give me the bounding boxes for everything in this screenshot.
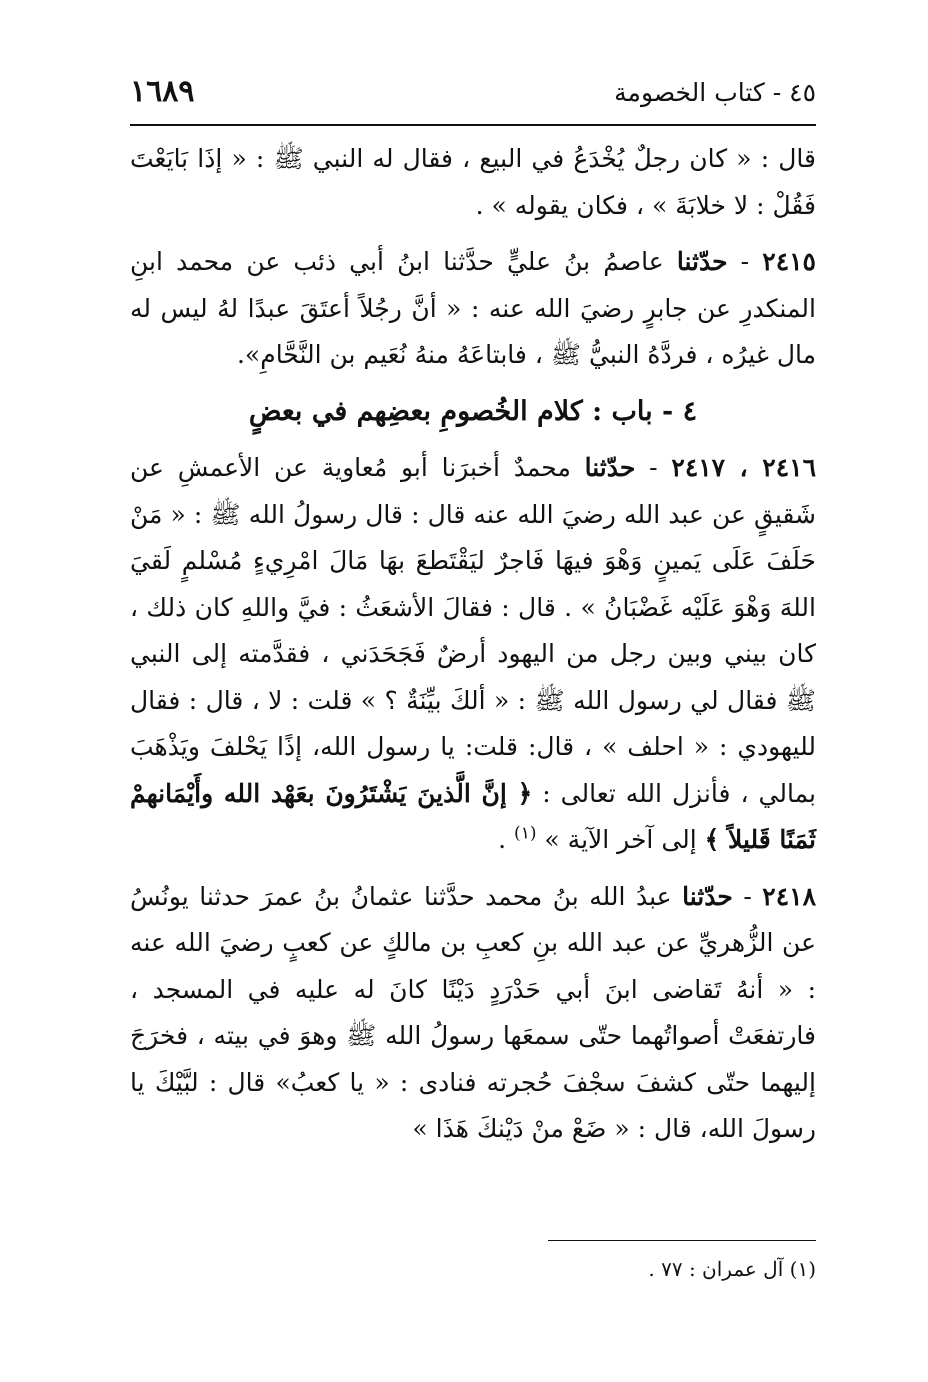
chapter-title: ٤٥ - كتاب الخصومة [614, 78, 816, 107]
hadith-2418: ٢٤١٨ - حدّثنا عبدُ الله بنُ محمد حدَّثنا عثمانُ بنُ عمرَ حدثنا يونُسُ عن الزُّهريِّ عن عبد الله بنِ كعبِ بن مالكٍ عن كعبٍ رضيَ الله عنه : « أنهُ تَقاضى ابنَ أبي حَدْرَدٍ دَيْنًا كانَ له عليه في المسجد ، فارتفعَتْ أصواتُهما حتّى سمعَها رسولُ الله ﷺ وهوَ في بيته ، فخرَجَ إليهما حتّى كشفَ سجْفَ حُجرته فنادى : « يا كعبُ» قال : لبَّيْكَ يا رسولَ الله، قال : « ضَعْ منْ دَيْنكَ هَذَا » [130, 881, 816, 1143]
haddathana-word: حدّثنا [682, 881, 733, 911]
haddathana-word: حدّثنا [584, 453, 636, 482]
sentence-end: . [498, 825, 507, 854]
quran-verse: ﴿ إنَّ الَّذينَ يَشْتَرُونَ بعَهْد الله وأَيْمَانهمْ ثَمَنًا قَليلاً ﴾ [130, 778, 816, 854]
hadith-number: ٢٤١٨ [762, 881, 816, 911]
page-header [130, 74, 816, 118]
hadith-2416-2417: ٢٤١٦ ، ٢٤١٧ - حدّثنا محمدٌ أخبرَنا أبو مُعاوية عن الأعمشِ عن شَقيقٍ عن عبد الله رضيَ الله عنه قال : قال رسولُ الله ﷺ : « مَنْ حَلَفَ عَلَى يَمينٍ وَهْوَ فيهَا فَاجرٌ ليَقْتَطعَ بهَا مَالَ امْرِيءٍ مُسْلمٍ لَقيَ اللهَ وَهْوَ عَلَيْه غَضْبَانُ » . قال : فقالَ الأشعَثُ : فيَّ واللهِ كان ذلك ، كان بيني وبين رجل من اليهود أرضٌ فَجَحَدَني ، فقدَّمته إلى النبي ﷺ فقال لي رسول الله ﷺ : « ألكَ بيِّنَةٌ ؟ » قلت : لا ، قال : فقال لليهودي : « احلف » ، قال: قلت: يا رسول الله، إذًا يَحْلفَ ويَذْهَبَ بمالي ، فأنزل الله تعالى : ﴿ إنَّ الَّذينَ يَشْتَرُونَ بعَهْد الله وأَيْمَانهمْ ثَمَنًا قَليلاً ﴾ إلى آخر الآية » $^{(١)}$ . [130, 453, 816, 854]
page-number: ١٦٨٩ [130, 74, 195, 109]
hadith-text: محمدٌ أخبرَنا أبو مُعاوية عن الأعمشِ عن شَقيقٍ عن عبد الله رضيَ الله عنه قال : قال رسولُ الله ﷺ : « مَنْ حَلَفَ عَلَى يَمينٍ وَهْوَ فيهَا فَاجرٌ ليَقْتَطعَ بهَا مَالَ امْرِيءٍ مُسْلمٍ لَقيَ اللهَ وَهْوَ عَلَيْه غَضْبَانُ » . قال : فقالَ الأشعَثُ : فيَّ واللهِ كان ذلك ، كان بيني وبين رجل من اليهود أرضٌ فَجَحَدَني ، فقدَّمته إلى النبي ﷺ فقال لي رسول الله ﷺ : « ألكَ بيِّنَةٌ ؟ » قلت : لا ، قال : فقال لليهودي : « احلف » ، قال: قلت: يا رسول الله، إذًا يَحْلفَ ويَذْهَبَ بمالي ، فأنزل الله تعالى : [130, 453, 816, 808]
page-body [130, 136, 816, 1236]
hadith-2415: ٢٤١٥ - حدّثنا عاصمُ بنُ عليٍّ حدَّثنا ابنُ أبي ذئب عن محمد ابنِ المنكدرِ عن جابرٍ رضيَ الله عنه : « أنَّ رجُلاً أعتَقَ عبدًا لهُ ليس له مال غيرُه ، فردَّهُ النبيُّ ﷺ ، فابتاعَهُ منهُ نُعَيم بن النَّحَّامِ». [130, 247, 816, 369]
intro-paragraph: قال : « كان رجلٌ يُخْدَعُ في البيع ، فقال له النبي ﷺ : « إذَا بَايَعْتَ فَقُلْ : لا خلابَةَ » ، فكان يقوله » . [130, 144, 816, 220]
footnote: (١) آل عمران : ٧٧ . [648, 1257, 816, 1281]
footnote-reference[interactable]: (١) [514, 823, 537, 844]
hadith-number: ٢٤١٦ ، ٢٤١٧ [671, 453, 816, 482]
footnote-rule [548, 1240, 816, 1241]
chapter-heading: ٤ - باب : كلام الخُصومِ بعضِهم في بعضٍ [248, 395, 698, 427]
hadith-number: ٢٤١٥ [762, 247, 816, 276]
hadith-text: عبدُ الله بنُ محمد حدَّثنا عثمانُ بنُ عمرَ حدثنا يونُسُ عن الزُّهريِّ عن عبد الله بنِ كعبِ بن مالكٍ عن كعبٍ رضيَ الله عنه : « أنهُ تَقاضى ابنَ أبي حَدْرَدٍ دَيْنًا كانَ له عليه في المسجد ، فارتفعَتْ أصواتُهما حتّى سمعَها رسولُ الله ﷺ وهوَ في بيته ، فخرَجَ إليهما حتّى كشفَ سجْفَ حُجرته فنادى : « يا كعبُ» قال : لبَّيْكَ يا رسولَ الله، قال : « ضَعْ منْ دَيْنكَ هَذَا » [130, 881, 816, 1143]
haddathana-word: حدّثنا [676, 247, 728, 276]
header-rule [130, 124, 816, 126]
hadith-text: عاصمُ بنُ عليٍّ حدَّثنا ابنُ أبي ذئب عن محمد ابنِ المنكدرِ عن جابرٍ رضيَ الله عنه : « أنَّ رجُلاً أعتَقَ عبدًا لهُ ليس له مال غيرُه ، فردَّهُ النبيُّ ﷺ ، فابتاعَهُ منهُ نُعَيم بن النَّحَّامِ». [130, 247, 816, 369]
hadith-text-end: إلى آخر الآية » [544, 825, 697, 854]
